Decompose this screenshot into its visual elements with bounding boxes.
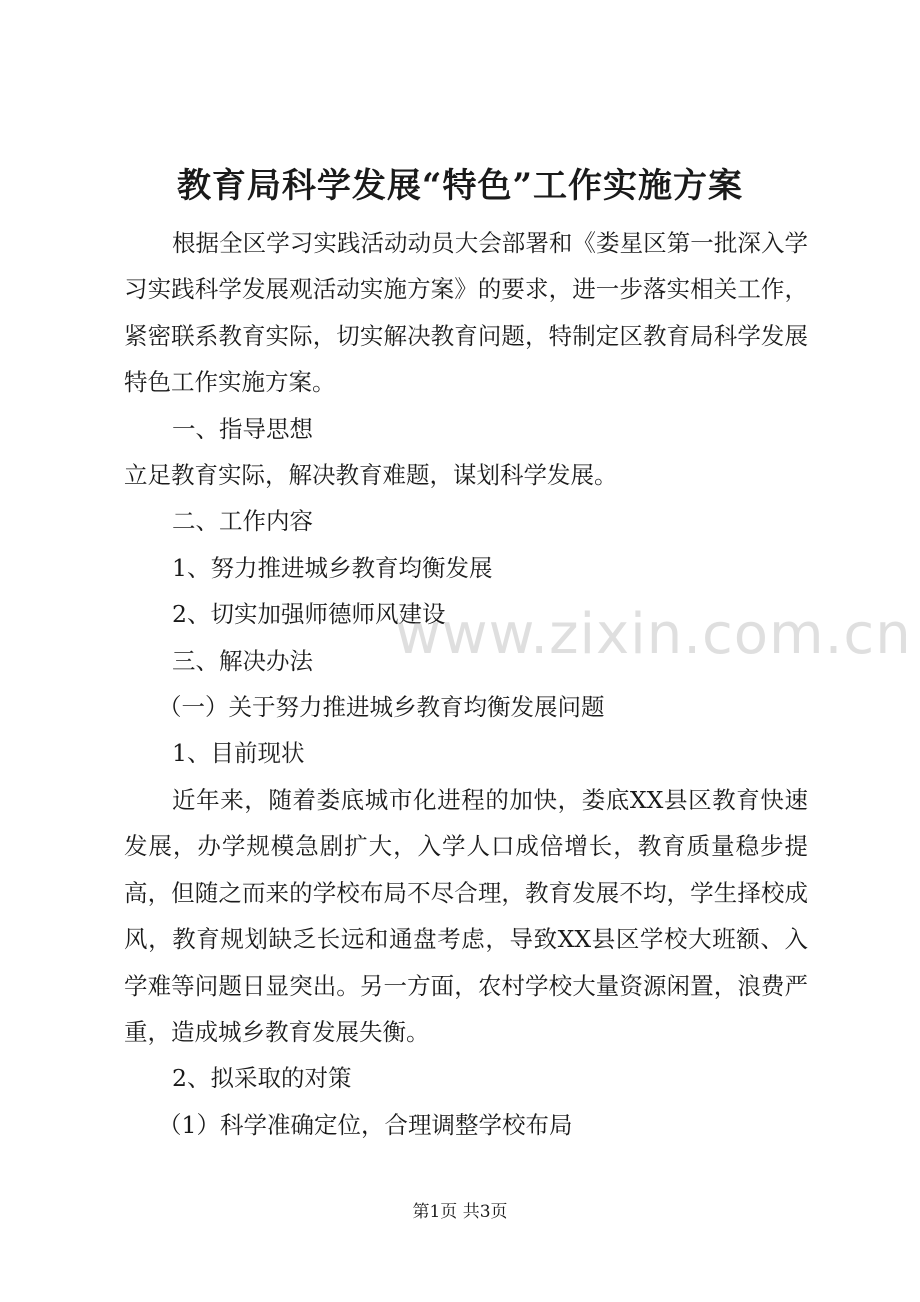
list-item-work-2: 2、切实加强师德师风建设 <box>172 600 446 629</box>
document-body <box>124 220 808 1148</box>
page-footer: 第1页 共3页 <box>412 1202 508 1222</box>
paragraph-guiding-thought: 立足教育实际，解决教育难题，谋划科学发展。 <box>124 461 618 490</box>
document-title: 教育局科学发展“特色”工作实施方案 <box>176 166 744 206</box>
subheading-balanced-development: （一）关于努力推进城乡教育均衡发展问题 <box>158 693 605 722</box>
heading-current-status: 1、目前现状 <box>172 739 305 768</box>
list-item-countermeasure-1: （1）科学准确定位，合理调整学校布局 <box>158 1110 573 1139</box>
paragraph-intro: 根据全区学习实践活动动员大会部署和《娄星区第一批深入学习实践科学发展观活动实施方案》的要求，进一步落实相关工作，紧密联系教育实际，切实解决教育问题，特制定区教育局科学发展特色工作实施方案。 <box>124 229 808 397</box>
heading-guiding-thought: 一、指导思想 <box>172 414 313 443</box>
heading-work-content: 二、工作内容 <box>172 507 313 536</box>
watermark: www.zixin.com.cn <box>395 602 912 667</box>
paragraph-current-status: 近年来，随着娄底城市化进程的加快，娄底XX县区教育快速发展，办学规模急剧扩大，入学人口成倍增长，教育质量稳步提高，但随之而来的学校布局不尽合理，教育发展不均，学生择校成风，教育规划缺乏长远和通盘考虑，导致XX县区学校大班额、入学难等问题日显突出。另一方面，农村学校大量资源闲置，浪费严重，造成城乡教育发展失衡。 <box>124 785 808 1046</box>
heading-countermeasures: 2、拟采取的对策 <box>172 1064 352 1093</box>
heading-solutions: 三、解决办法 <box>172 646 313 675</box>
list-item-work-1: 1、努力推进城乡教育均衡发展 <box>172 553 493 582</box>
